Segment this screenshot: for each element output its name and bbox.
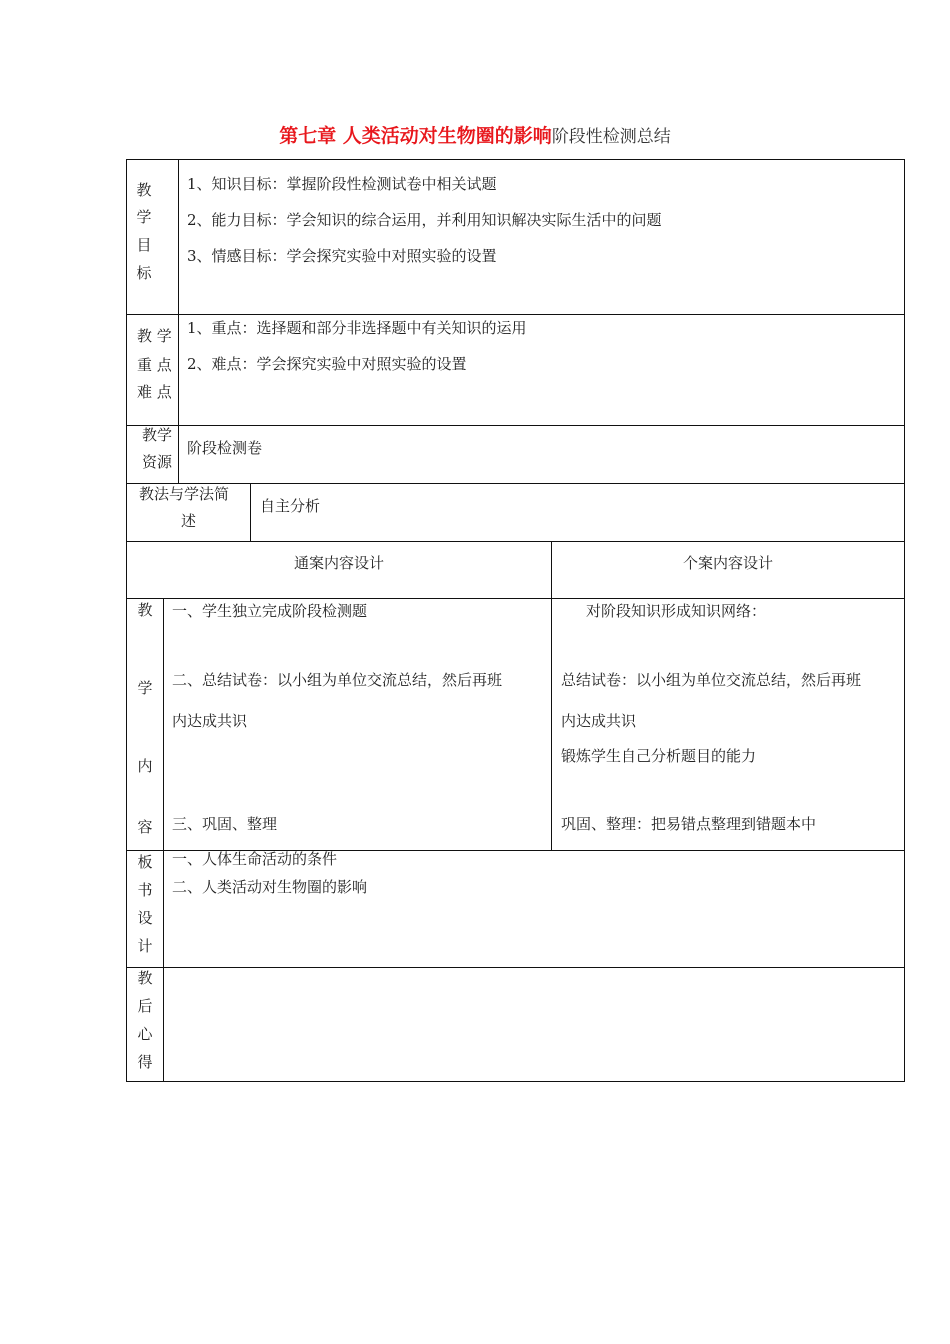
methods-label-line: 述: [181, 512, 197, 530]
general-design-header: 通案内容设计: [293, 554, 384, 572]
board-label-char: 计: [137, 937, 153, 955]
resources-value: 阶段检测卷: [187, 439, 263, 457]
resources-label-line: 资源: [142, 453, 173, 471]
goal-knowledge: 1、知识目标：掌握阶段性检测试卷中相关试题: [187, 175, 497, 193]
individual-item-2: 总结试卷：以小组为单位交流总结，然后再班: [561, 671, 862, 689]
board-item-2: 二、人类活动对生物圈的影响: [172, 878, 368, 896]
table-divider: [126, 314, 905, 315]
methods-value: 自主分析: [260, 497, 321, 515]
table-border-left: [126, 159, 127, 1082]
keypoints-label-line: 难 点: [137, 383, 172, 401]
individual-design-header: 个案内容设计: [682, 554, 773, 572]
general-step-1: 一、学生独立完成阶段检测题: [172, 602, 368, 620]
board-item-1: 一、人体生命活动的条件: [172, 850, 338, 868]
table-border-bottom: [126, 1081, 905, 1082]
page-title: [0, 122, 950, 151]
title-suffix: 阶段性检测总结: [551, 127, 671, 147]
goals-label-char: 学: [136, 208, 152, 226]
resources-label-line: 教学: [142, 426, 173, 444]
board-label-char: 书: [137, 881, 153, 899]
board-label-char: 板: [137, 853, 153, 871]
keypoint-difficulty: 2、难点：学会探究实验中对照实验的设置: [187, 355, 467, 373]
general-step-2: 二、总结试卷：以小组为单位交流总结，然后再班: [172, 671, 503, 689]
goal-emotion: 3、情感目标：学会探究实验中对照实验的设置: [187, 247, 497, 265]
content-label-char: 容: [137, 818, 153, 836]
design-column-divider: [551, 541, 552, 851]
individual-item-1: 对阶段知识形成知识网络：: [586, 602, 767, 620]
reflection-label-char: 教: [137, 969, 153, 987]
board-label-char: 设: [137, 909, 153, 927]
methods-label-line: 教法与学法简: [139, 485, 230, 503]
individual-item-2-cont: 内达成共识: [561, 712, 637, 730]
table-border-top: [126, 159, 905, 160]
goals-label-char: 标: [136, 264, 152, 282]
reflection-label-char: 心: [137, 1025, 153, 1043]
reflection-label-char: 后: [137, 997, 153, 1015]
goal-ability: 2、能力目标：学会知识的综合运用，并利用知识解决实际生活中的问题: [187, 211, 662, 229]
keypoints-label-line: 教 学: [137, 327, 172, 345]
individual-item-4: 巩固、整理：把易错点整理到错题本中: [561, 815, 817, 833]
reflection-label-char: 得: [137, 1053, 153, 1071]
goals-label-char: 教: [136, 181, 152, 199]
label-column-divider: [178, 159, 179, 425]
table-divider: [126, 425, 905, 426]
general-step-2-cont: 内达成共识: [172, 712, 248, 730]
table-divider: [126, 483, 905, 484]
table-divider: [126, 541, 905, 542]
general-step-3: 三、巩固、整理: [172, 815, 278, 833]
table-divider: [126, 598, 905, 599]
keypoints-label-line: 重 点: [137, 356, 172, 374]
keypoint-focus: 1、重点：选择题和部分非选择题中有关知识的运用: [187, 319, 527, 337]
reflection-content-area: [164, 968, 904, 1081]
individual-item-3: 锻炼学生自己分析题目的能力: [561, 747, 757, 765]
content-label-char: 内: [137, 757, 153, 775]
label-column-divider: [178, 425, 179, 483]
table-border-right: [904, 159, 905, 1082]
label-column-divider: [250, 483, 251, 541]
title-chapter: 第七章 人类活动对生物圈的影响: [279, 125, 552, 147]
content-label-char: 学: [137, 679, 153, 697]
goals-label-char: 目: [136, 236, 152, 254]
content-label-char: 教: [137, 601, 153, 619]
